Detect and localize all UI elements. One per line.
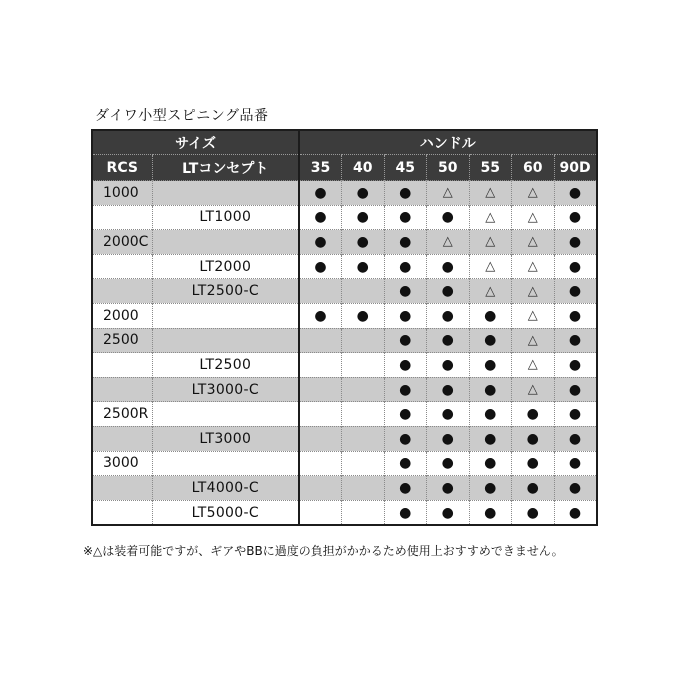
rcs-column-header: RCS	[92, 155, 152, 181]
compatibility-mark-cell	[299, 426, 342, 451]
lt-size-cell	[152, 181, 299, 206]
compatibility-mark-cell: ●	[554, 328, 597, 353]
compatibility-mark-cell: ●	[427, 500, 470, 525]
compatibility-mark-cell: ●	[469, 328, 512, 353]
compatibility-mark-cell: ●	[554, 303, 597, 328]
compatibility-mark-cell: △	[512, 353, 555, 378]
compatibility-mark-cell: ●	[512, 500, 555, 525]
compatibility-mark-cell: ●	[384, 181, 427, 206]
compatibility-mark-cell	[299, 328, 342, 353]
compatibility-mark-cell: △	[469, 279, 512, 304]
compatibility-mark-cell	[299, 500, 342, 525]
table-row	[92, 230, 597, 255]
compatibility-mark-cell: ●	[427, 402, 470, 427]
compatibility-mark-cell: ●	[554, 377, 597, 402]
compatibility-mark-cell: △	[469, 181, 512, 206]
compatibility-mark-cell: ●	[342, 254, 385, 279]
compatibility-mark-cell: ●	[512, 402, 555, 427]
rcs-size-cell	[92, 500, 152, 525]
rcs-size-cell	[92, 353, 152, 378]
compatibility-mark-cell: △	[512, 377, 555, 402]
compatibility-mark-cell: △	[469, 230, 512, 255]
lt-size-cell	[152, 303, 299, 328]
compatibility-mark-cell	[342, 328, 385, 353]
compatibility-mark-cell: ●	[299, 303, 342, 328]
compatibility-mark-cell: △	[512, 230, 555, 255]
compatibility-mark-cell: ●	[512, 426, 555, 451]
table-row	[92, 353, 597, 378]
compatibility-mark-cell: △	[469, 254, 512, 279]
compatibility-mark-cell: ●	[384, 377, 427, 402]
compatibility-mark-cell: ●	[299, 181, 342, 206]
compatibility-mark-cell: ●	[469, 476, 512, 501]
compatibility-mark-cell: ●	[384, 426, 427, 451]
compatibility-mark-cell: ●	[554, 426, 597, 451]
compatibility-mark-cell: △	[512, 254, 555, 279]
compatibility-mark-cell	[342, 377, 385, 402]
compatibility-mark-cell: ●	[299, 205, 342, 230]
compatibility-mark-cell: ●	[427, 328, 470, 353]
compatibility-mark-cell	[342, 353, 385, 378]
compatibility-mark-cell: ●	[512, 451, 555, 476]
table-row	[92, 328, 597, 353]
compatibility-mark-cell	[299, 451, 342, 476]
compatibility-mark-cell: ●	[427, 476, 470, 501]
compatibility-mark-cell: ●	[384, 476, 427, 501]
compatibility-mark-cell: ●	[427, 303, 470, 328]
rcs-size-cell: 2500	[92, 328, 152, 353]
handle-size-header: 50	[427, 155, 470, 181]
compatibility-mark-cell	[342, 426, 385, 451]
compatibility-mark-cell	[299, 402, 342, 427]
rcs-size-cell	[92, 426, 152, 451]
compatibility-mark-cell: ●	[554, 500, 597, 525]
lt-size-cell: LT5000-C	[152, 500, 299, 525]
rcs-size-cell: 2000	[92, 303, 152, 328]
rcs-size-cell	[92, 205, 152, 230]
compatibility-mark-cell: △	[512, 303, 555, 328]
table-row	[92, 181, 597, 206]
lt-size-cell	[152, 230, 299, 255]
compatibility-mark-cell: ●	[342, 181, 385, 206]
rcs-size-cell: 2500R	[92, 402, 152, 427]
compatibility-mark-cell: ●	[469, 353, 512, 378]
lt-size-cell: LT1000	[152, 205, 299, 230]
lt-size-cell	[152, 402, 299, 427]
compatibility-mark-cell: ●	[469, 500, 512, 525]
rcs-size-cell: 3000	[92, 451, 152, 476]
lt-size-cell	[152, 328, 299, 353]
table-row	[92, 205, 597, 230]
compatibility-mark-cell: △	[512, 328, 555, 353]
compatibility-mark-cell: ●	[384, 303, 427, 328]
handle-size-header: 60	[512, 155, 555, 181]
compatibility-mark-cell	[342, 279, 385, 304]
compatibility-mark-cell: ●	[342, 205, 385, 230]
rcs-size-cell	[92, 377, 152, 402]
compatibility-mark-cell: △	[512, 279, 555, 304]
page-title: ダイワ小型スピニング品番	[95, 108, 269, 124]
compatibility-mark-cell	[342, 402, 385, 427]
table-row	[92, 254, 597, 279]
lt-size-cell	[152, 451, 299, 476]
table-row	[92, 426, 597, 451]
compatibility-mark-cell: ●	[554, 279, 597, 304]
compatibility-mark-cell: ●	[384, 205, 427, 230]
handle-group-header: ハンドル	[299, 130, 597, 155]
table-row	[92, 476, 597, 501]
table-row	[92, 303, 597, 328]
handle-size-header: 45	[384, 155, 427, 181]
compatibility-mark-cell: ●	[384, 402, 427, 427]
table-row	[92, 500, 597, 525]
compatibility-mark-cell: ●	[427, 426, 470, 451]
rcs-size-cell	[92, 279, 152, 304]
compatibility-mark-cell: ●	[512, 476, 555, 501]
compatibility-mark-cell	[299, 279, 342, 304]
lt-size-cell: LT3000	[152, 426, 299, 451]
compatibility-table	[91, 129, 598, 526]
compatibility-mark-cell	[299, 353, 342, 378]
compatibility-mark-cell: ●	[427, 279, 470, 304]
compatibility-mark-cell: ●	[384, 500, 427, 525]
handle-size-header: 35	[299, 155, 342, 181]
handle-size-header: 55	[469, 155, 512, 181]
lt-column-header: LTコンセプト	[152, 155, 299, 181]
compatibility-mark-cell: ●	[427, 451, 470, 476]
compatibility-mark-cell: ●	[427, 377, 470, 402]
compatibility-mark-cell: △	[512, 205, 555, 230]
compatibility-mark-cell: ●	[554, 402, 597, 427]
compatibility-mark-cell: △	[469, 205, 512, 230]
compatibility-mark-cell: ●	[554, 451, 597, 476]
handle-size-header: 40	[342, 155, 385, 181]
table-body	[92, 181, 597, 526]
size-group-header: サイズ	[92, 130, 299, 155]
compatibility-mark-cell: ●	[427, 254, 470, 279]
handle-size-header: 90D	[554, 155, 597, 181]
compatibility-mark-cell: △	[427, 181, 470, 206]
lt-size-cell: LT2500	[152, 353, 299, 378]
compatibility-mark-cell: △	[512, 181, 555, 206]
compatibility-mark-cell: ●	[384, 279, 427, 304]
compatibility-mark-cell: ●	[299, 230, 342, 255]
compatibility-mark-cell: ●	[469, 451, 512, 476]
compatibility-mark-cell: ●	[342, 303, 385, 328]
compatibility-mark-cell: ●	[469, 426, 512, 451]
compatibility-mark-cell: ●	[554, 181, 597, 206]
table-row	[92, 402, 597, 427]
compatibility-mark-cell: ●	[469, 402, 512, 427]
compatibility-mark-cell: ●	[384, 328, 427, 353]
rcs-size-cell: 2000C	[92, 230, 152, 255]
compatibility-mark-cell	[342, 451, 385, 476]
rcs-size-cell	[92, 254, 152, 279]
compatibility-mark-cell: ●	[469, 377, 512, 402]
compatibility-mark-cell: ●	[554, 230, 597, 255]
compatibility-mark-cell: ●	[554, 353, 597, 378]
compatibility-mark-cell: ●	[384, 230, 427, 255]
table-row	[92, 279, 597, 304]
lt-size-cell: LT4000-C	[152, 476, 299, 501]
compatibility-mark-cell	[299, 476, 342, 501]
compatibility-mark-cell: ●	[427, 353, 470, 378]
table-row	[92, 377, 597, 402]
lt-size-cell: LT3000-C	[152, 377, 299, 402]
compatibility-mark-cell	[342, 476, 385, 501]
compatibility-mark-cell: ●	[469, 303, 512, 328]
compatibility-mark-cell: ●	[554, 205, 597, 230]
table-row	[92, 451, 597, 476]
compatibility-mark-cell: ●	[342, 230, 385, 255]
compatibility-mark-cell: ●	[384, 451, 427, 476]
rcs-size-cell	[92, 476, 152, 501]
compatibility-mark-cell	[342, 500, 385, 525]
compatibility-mark-cell	[299, 377, 342, 402]
footnote: ※△は装着可能ですが、ギアやBBに過度の負担がかかるため使用上おすすめできません。	[83, 544, 564, 558]
rcs-size-cell: 1000	[92, 181, 152, 206]
compatibility-mark-cell: ●	[384, 254, 427, 279]
compatibility-mark-cell: ●	[427, 205, 470, 230]
compatibility-mark-cell: △	[427, 230, 470, 255]
compatibility-mark-cell: ●	[554, 476, 597, 501]
lt-size-cell: LT2500-C	[152, 279, 299, 304]
compatibility-mark-cell: ●	[554, 254, 597, 279]
compatibility-mark-cell: ●	[299, 254, 342, 279]
compatibility-mark-cell: ●	[384, 353, 427, 378]
lt-size-cell: LT2000	[152, 254, 299, 279]
